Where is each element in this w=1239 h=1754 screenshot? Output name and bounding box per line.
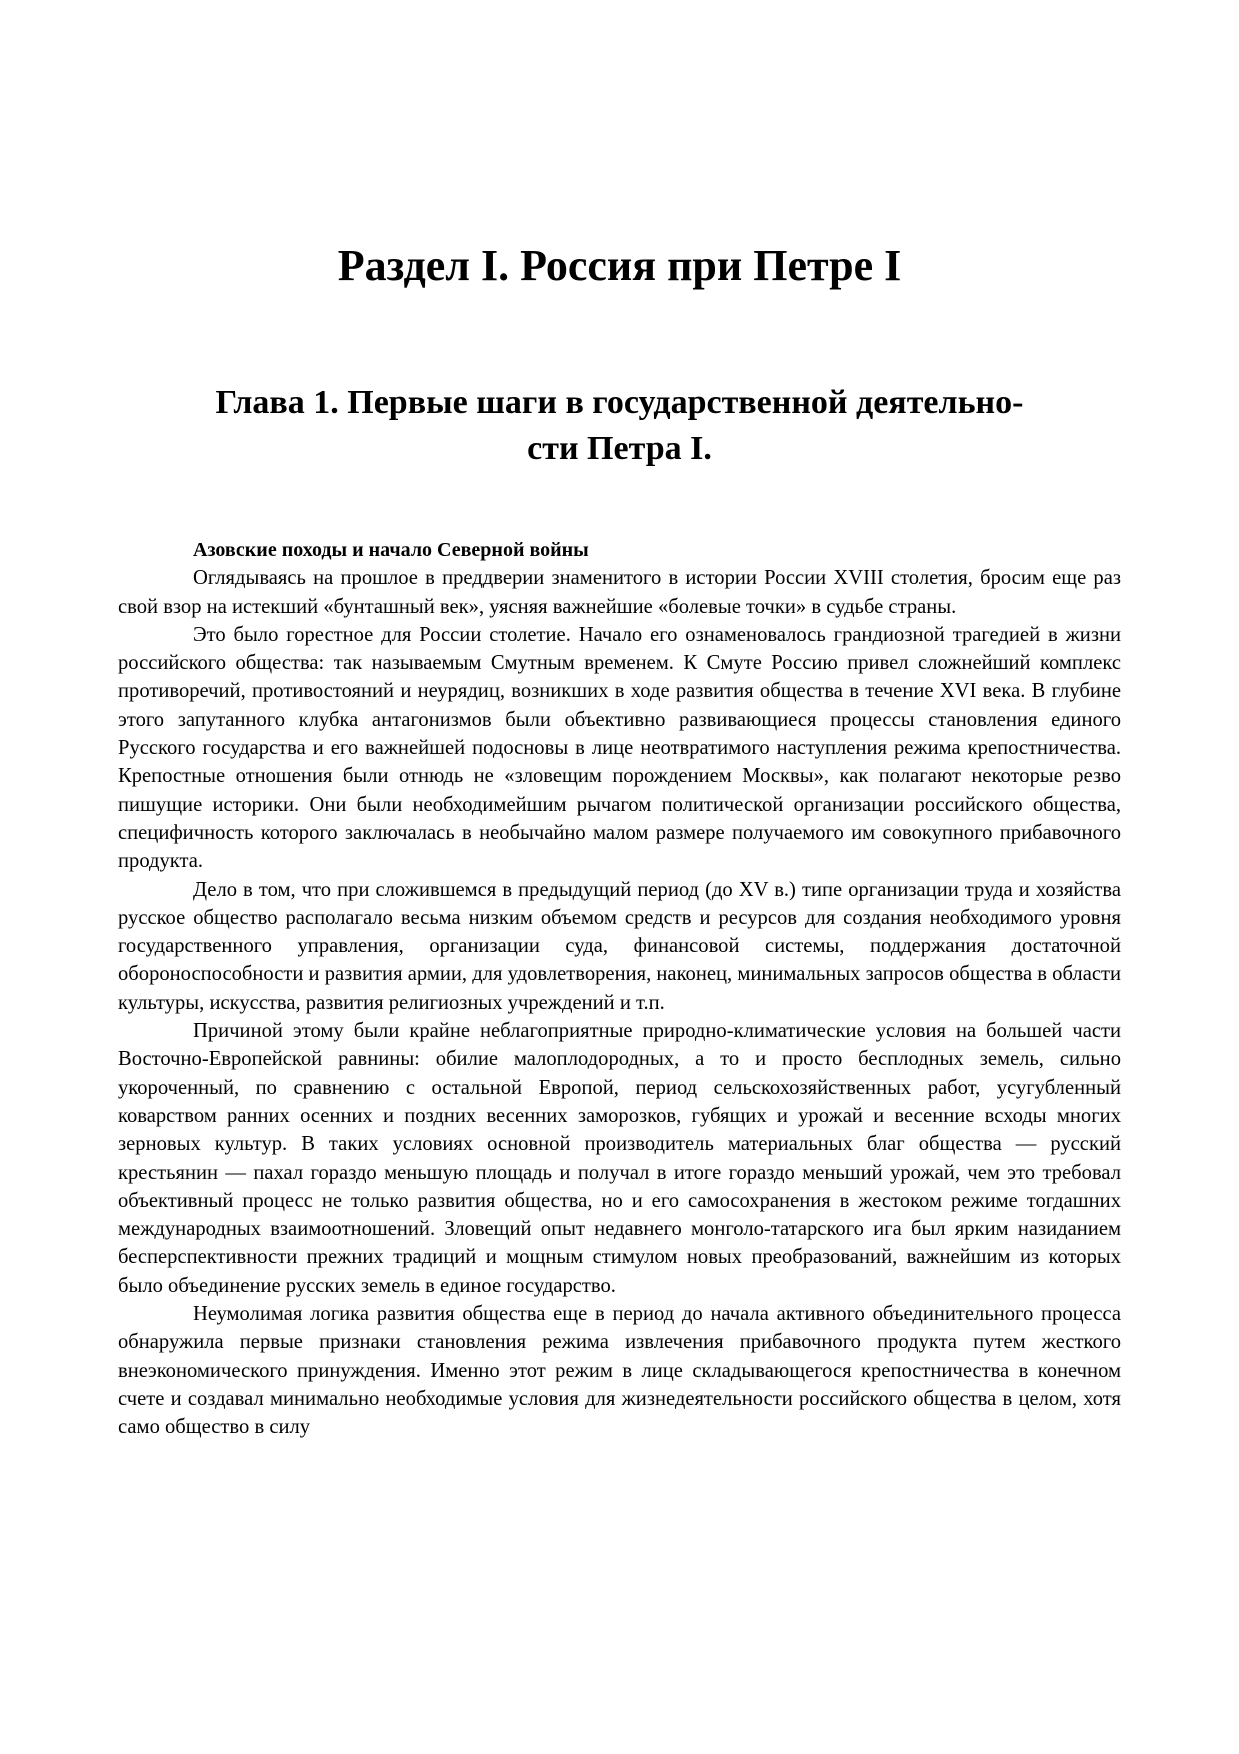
chapter-title-line-1: Глава 1. Первые шаги в государственной деятельно- [215,384,1024,421]
paragraph: Дело в том, что при сложившемся в предыдущий период (до XV в.) типе организации труда и хозяйства русское общество располагало весьма низким объемом средств и ресурсов для создания необходимого уровня государственного управления, организации суда, финансовой системы, поддержания достаточной обороноспособности и развития армии, для удовлетворения, наконец, минимальных запросов общества в области культуры, искусства, развития религиозных учреждений и т.п. [118,878,1121,1014]
paragraph: Оглядываясь на прошлое в преддверии знаменитого в истории России XVIII столетия, бросим еще раз свой взор на истекший «бунташный век», уясняя важнейшие «болевые точки» в судьбе страны. [118,567,1121,618]
chapter-title [118,380,1121,472]
body-text [118,536,1121,1442]
section-title: Раздел I. Россия при Петре I [337,241,902,290]
paragraph: Это было горестное для России столетие. Начало его ознаменовалось грандиозной трагедией в жизни российского общества: так называемым Смутным временем. К Смуте Россию привел сложнейший комплекс противоречий, противостояний и неурядиц, возникших в ходе развития общества в течение XVI века. В глубине этого запутанного клубка антагонизмов были объективно развивающиеся процессы становления единого Русского государства и его важнейшей подосновы в лице неотвратимого наступления режима крепостничества. Крепостные отношения были отнюдь не «зловещим порождением Москвы», как полагают некоторые резво пишущие историки. Они были необходимейшим рычагом политической организации российского общества, специфичность которого заключалась в необычайно малом размере получаемого им совокупного прибавочного продукта. [118,623,1121,873]
subsection-title: Азовские походы и начало Северной войны [193,539,589,561]
paragraph: Неумолимая логика развития общества еще в период до начала активного объединительного процесса обнаружила первые признаки становления режима извлечения прибавочного продукта путем жесткого внеэкономического принуждения. Именно этот режим в лице складывающегося крепостничества в конечном счете и создавал минимально необходимые условия для жизнедеятельности российского общества в целом, хотя само общество в силу [118,1303,1121,1439]
chapter-title-line-2: сти Петра I. [527,430,712,467]
paragraph: Причиной этому были крайне неблагоприятные природно-климатические условия на большей части Восточно-Европейской равнины: обилие малоплодородных, а то и просто бесплодных земель, сильно укороченный, по сравнению с остальной Европой, период сельскохозяйственных работ, усугубленный коварством ранних осенних и поздних весенних заморозков, губящих и урожай и весенние всходы многих зерновых культур. В таких условиях основной производитель материальных благ общества — русский крестьянин — пахал гораздо меньшую площадь и получал в итоге гораздо меньший урожай, чем это требовал объективный процесс не только развития общества, но и его самосохранения в жестоком режиме тогдашних международных взаимоотношений. Зловещий опыт недавнего монголо-татарского ига был ярким назиданием бесперспективности прежних традиций и мощным стимулом новых преобразований, важнейшим из которых было объединение русских земель в единое государство. [118,1020,1121,1297]
